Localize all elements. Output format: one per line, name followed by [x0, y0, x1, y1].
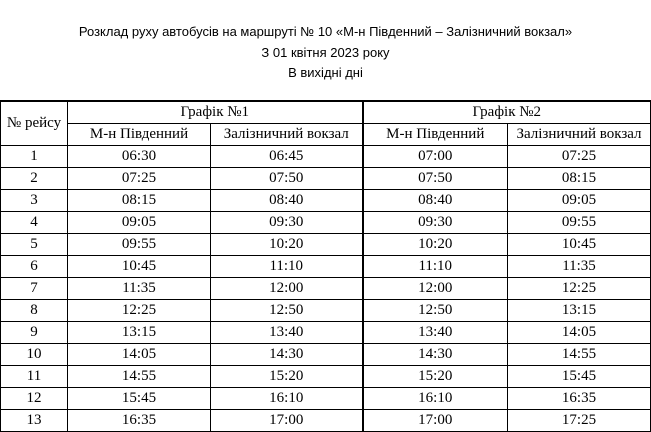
g2-depart-b: 17:25 — [508, 410, 651, 432]
g1-depart-a: 06:30 — [68, 146, 211, 168]
g1-depart-a: 10:45 — [68, 256, 211, 278]
g1-depart-b: 16:10 — [211, 388, 363, 410]
g1-depart-b: 12:00 — [211, 278, 363, 300]
group1-header: Графік №1 — [68, 101, 363, 124]
g1-depart-b: 10:20 — [211, 234, 363, 256]
table-header-stops — [1, 124, 651, 146]
table-row — [1, 212, 651, 234]
g1-depart-b: 11:10 — [211, 256, 363, 278]
trip-number: 13 — [1, 410, 68, 432]
g2-depart-b: 07:25 — [508, 146, 651, 168]
trip-number: 10 — [1, 344, 68, 366]
g2-depart-b: 09:05 — [508, 190, 651, 212]
g2-depart-a: 08:40 — [363, 190, 508, 212]
g1-depart-a: 09:55 — [68, 234, 211, 256]
trip-number: 2 — [1, 168, 68, 190]
g2-depart-a: 10:20 — [363, 234, 508, 256]
table-row — [1, 322, 651, 344]
g2-depart-a: 07:50 — [363, 168, 508, 190]
g1-depart-a: 16:35 — [68, 410, 211, 432]
trip-number: 9 — [1, 322, 68, 344]
g1-depart-b: 06:45 — [211, 146, 363, 168]
g1-depart-b: 08:40 — [211, 190, 363, 212]
table-row — [1, 168, 651, 190]
g2-depart-b: 14:05 — [508, 322, 651, 344]
schedule-day-type: В вихідні дні — [288, 65, 363, 80]
table-row — [1, 410, 651, 432]
g2-depart-b: 13:15 — [508, 300, 651, 322]
trip-number: 6 — [1, 256, 68, 278]
g1-depart-b: 09:30 — [211, 212, 363, 234]
g1-depart-a: 14:55 — [68, 366, 211, 388]
g1-depart-b: 07:50 — [211, 168, 363, 190]
g2-depart-a: 07:00 — [363, 146, 508, 168]
g1-stop-b-header: Залізничний вокзал — [211, 124, 363, 146]
g1-depart-a: 09:05 — [68, 212, 211, 234]
g2-depart-b: 09:55 — [508, 212, 651, 234]
col-trip-number-header: № рейсу — [1, 101, 68, 146]
g2-depart-a: 12:00 — [363, 278, 508, 300]
table-row — [1, 146, 651, 168]
g1-depart-b: 14:30 — [211, 344, 363, 366]
g2-depart-b: 14:55 — [508, 344, 651, 366]
g2-depart-b: 16:35 — [508, 388, 651, 410]
g2-depart-b: 11:35 — [508, 256, 651, 278]
schedule-header — [0, 0, 651, 100]
trip-number: 11 — [1, 366, 68, 388]
g2-depart-b: 10:45 — [508, 234, 651, 256]
table-row — [1, 388, 651, 410]
g1-depart-b: 12:50 — [211, 300, 363, 322]
g1-depart-a: 07:25 — [68, 168, 211, 190]
schedule-title: Розклад руху автобусів на маршруті № 10 «М-н Південний – Залізничний вокзал» — [78, 24, 573, 39]
trip-number: 7 — [1, 278, 68, 300]
g2-depart-a: 17:00 — [363, 410, 508, 432]
g2-depart-a: 13:40 — [363, 322, 508, 344]
table-row — [1, 366, 651, 388]
trip-number: 4 — [1, 212, 68, 234]
g1-depart-b: 17:00 — [211, 410, 363, 432]
g2-depart-a: 12:50 — [363, 300, 508, 322]
g1-depart-a: 15:45 — [68, 388, 211, 410]
g1-depart-b: 13:40 — [211, 322, 363, 344]
table-row — [1, 234, 651, 256]
trip-number: 1 — [1, 146, 68, 168]
g2-depart-b: 12:25 — [508, 278, 651, 300]
table-row — [1, 256, 651, 278]
group2-header: Графік №2 — [363, 101, 651, 124]
table-row — [1, 190, 651, 212]
g1-depart-a: 13:15 — [68, 322, 211, 344]
schedule-table — [0, 100, 651, 432]
g2-depart-b: 08:15 — [508, 168, 651, 190]
g2-depart-b: 15:45 — [508, 366, 651, 388]
g1-depart-a: 14:05 — [68, 344, 211, 366]
g2-depart-a: 11:10 — [363, 256, 508, 278]
g2-depart-a: 16:10 — [363, 388, 508, 410]
g1-depart-b: 15:20 — [211, 366, 363, 388]
trip-number: 3 — [1, 190, 68, 212]
g1-depart-a: 11:35 — [68, 278, 211, 300]
schedule-effective-date: З 01 квітня 2023 року — [261, 45, 390, 60]
table-header-groups — [1, 101, 651, 124]
trip-number: 8 — [1, 300, 68, 322]
g2-depart-a: 14:30 — [363, 344, 508, 366]
g2-depart-a: 15:20 — [363, 366, 508, 388]
table-row — [1, 278, 651, 300]
trip-number: 5 — [1, 234, 68, 256]
g1-depart-a: 08:15 — [68, 190, 211, 212]
g1-stop-a-header: М-н Південний — [68, 124, 211, 146]
table-row — [1, 344, 651, 366]
trip-number: 12 — [1, 388, 68, 410]
g2-depart-a: 09:30 — [363, 212, 508, 234]
table-row — [1, 300, 651, 322]
g2-stop-b-header: Залізничний вокзал — [508, 124, 651, 146]
schedule-body — [1, 146, 651, 432]
g2-stop-a-header: М-н Південний — [363, 124, 508, 146]
g1-depart-a: 12:25 — [68, 300, 211, 322]
